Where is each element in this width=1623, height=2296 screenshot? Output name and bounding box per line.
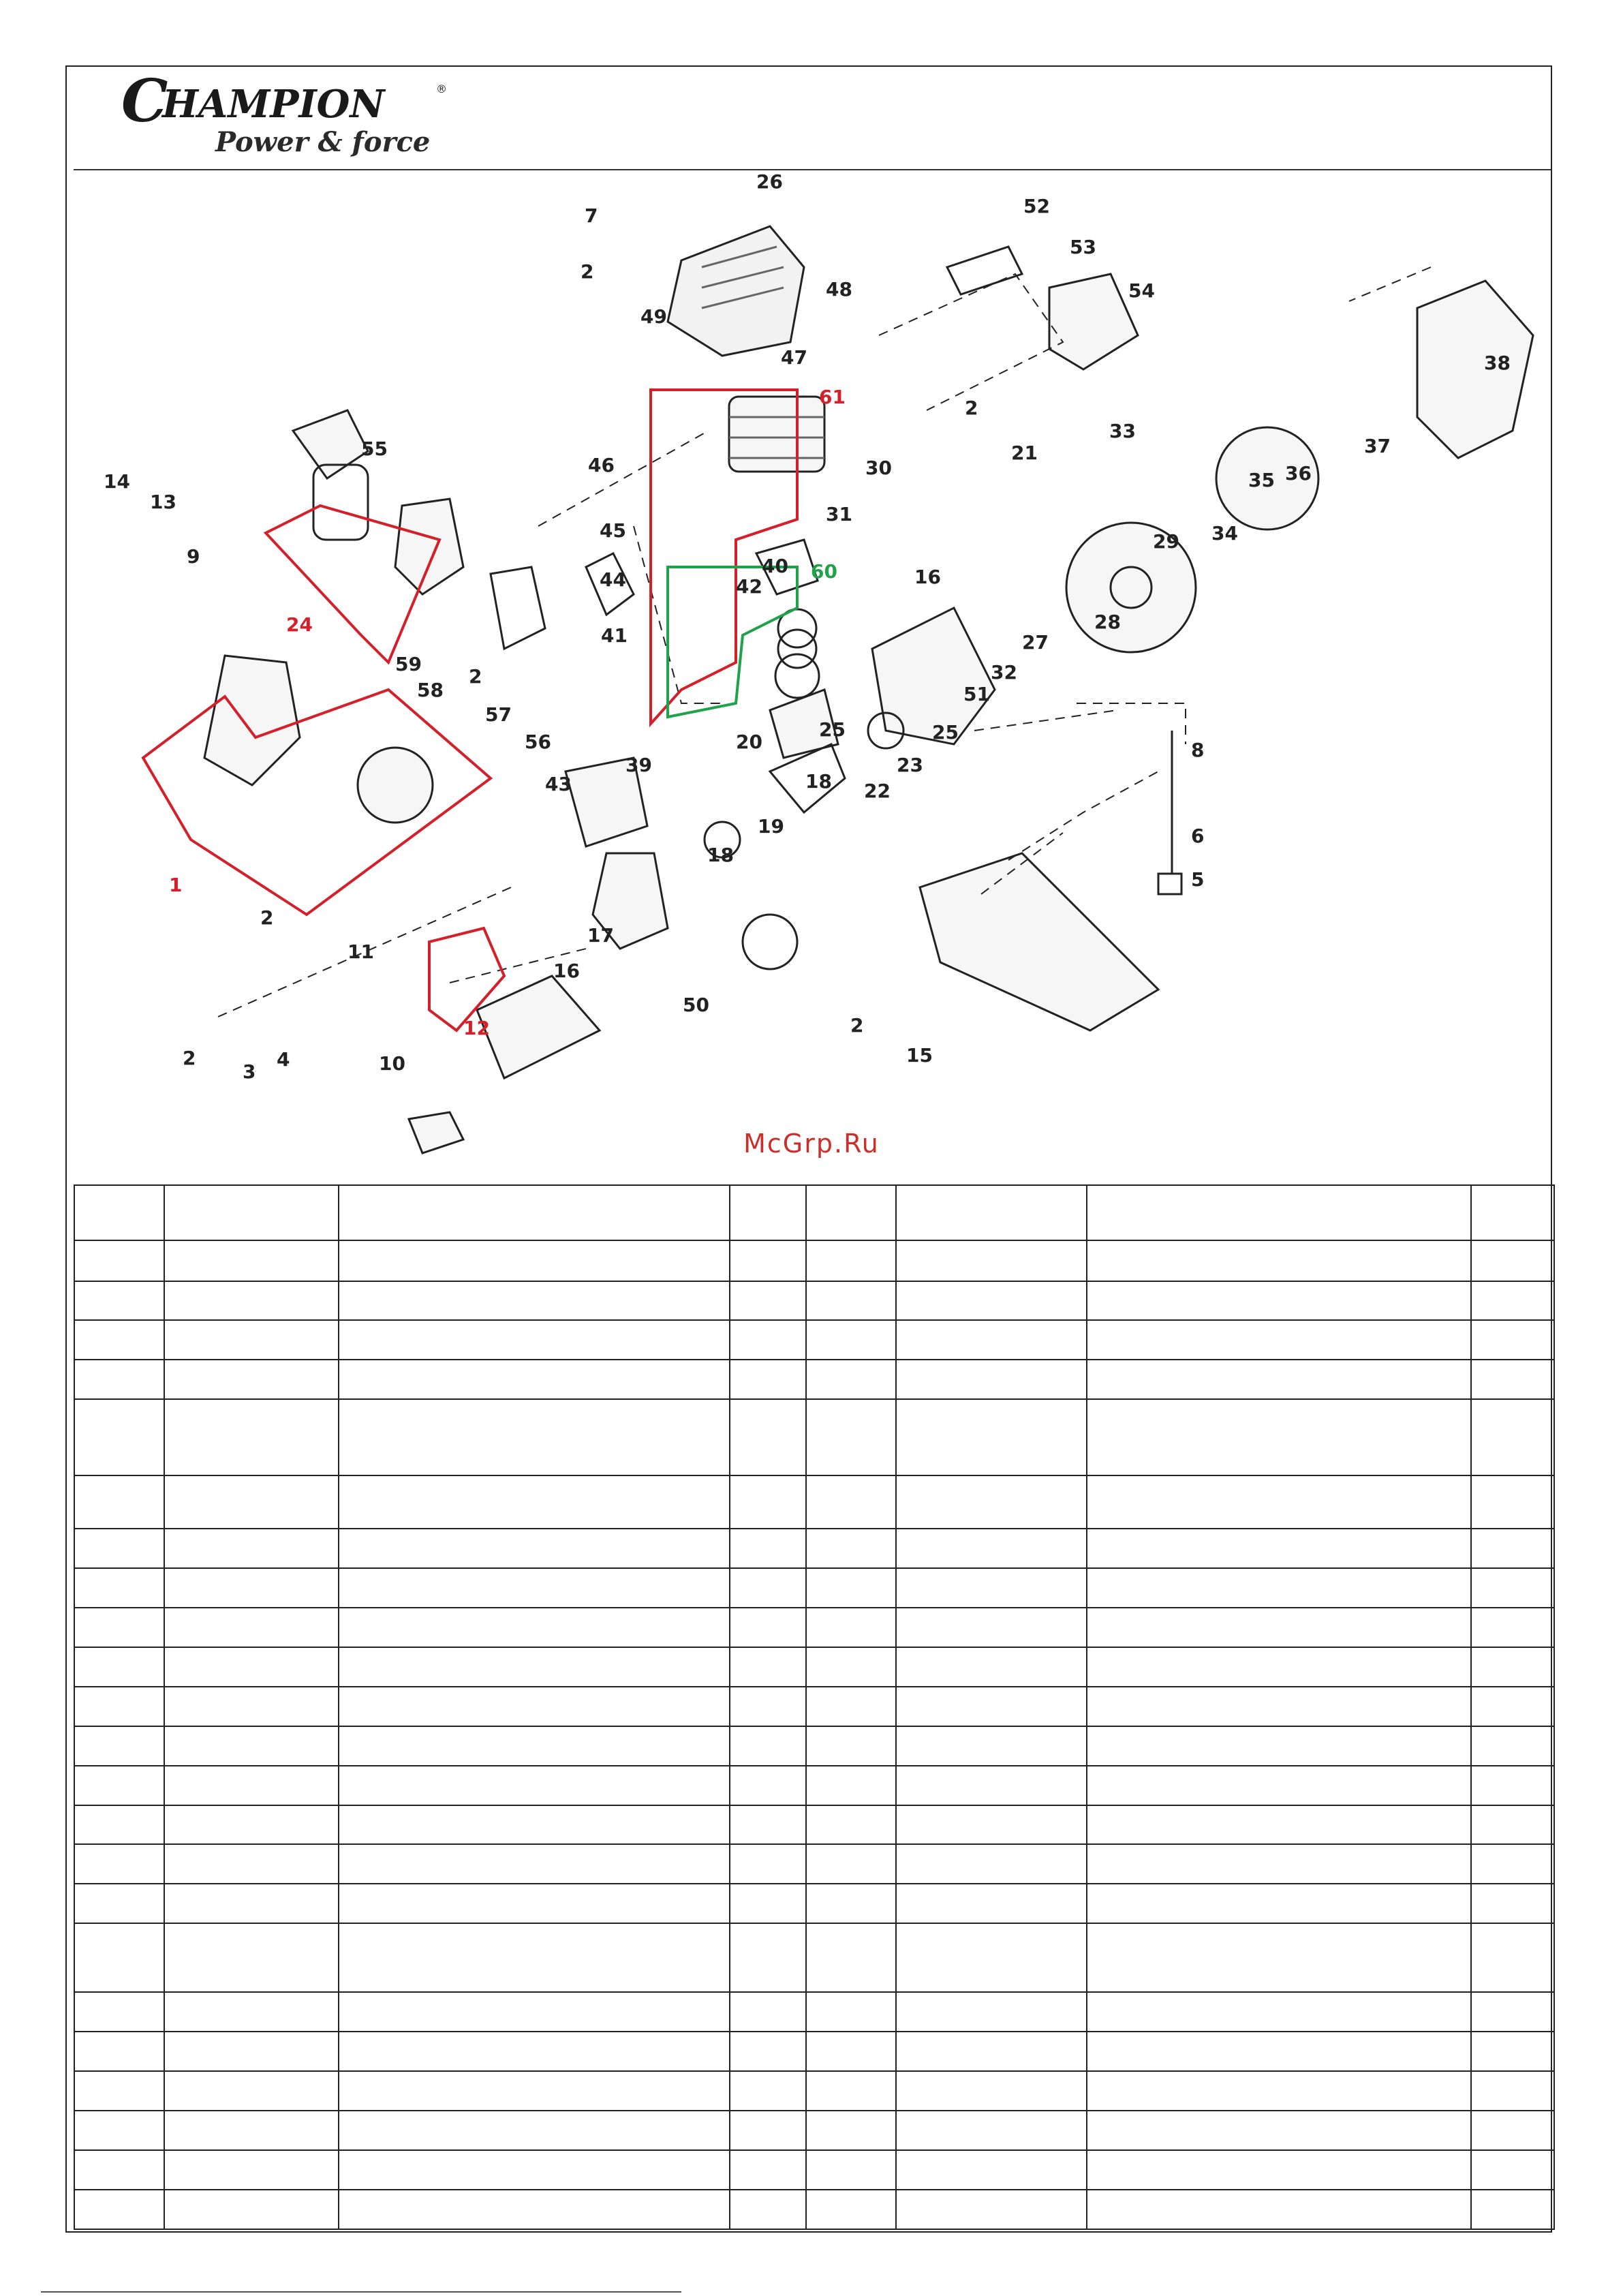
svg-text:31: 31 — [826, 503, 852, 525]
svg-text:3: 3 — [243, 1060, 256, 1083]
table-cell — [164, 2111, 339, 2150]
svg-text:40: 40 — [762, 555, 788, 577]
table-row — [74, 1687, 1554, 1726]
table-cell — [74, 2032, 164, 2071]
table-cell — [896, 1726, 1087, 1766]
svg-text:19: 19 — [758, 815, 784, 838]
svg-text:11: 11 — [347, 940, 374, 963]
table-cell — [896, 1992, 1087, 2032]
table-cell — [74, 1360, 164, 1399]
svg-text:8: 8 — [1191, 739, 1205, 761]
table-row — [74, 1568, 1554, 1608]
svg-text:60: 60 — [811, 560, 837, 583]
table-cell — [806, 1281, 896, 1321]
svg-text:2: 2 — [850, 1014, 864, 1037]
table-cell — [164, 1360, 339, 1399]
table-cell — [1087, 1320, 1471, 1360]
table-cell — [730, 1647, 806, 1687]
table-cell — [806, 1844, 896, 1884]
table-cell — [339, 2032, 730, 2071]
table-cell — [1471, 1992, 1554, 2032]
table-cell — [339, 1529, 730, 1568]
svg-text:®: ® — [436, 82, 447, 95]
table-cell — [896, 2032, 1087, 2071]
table-cell — [1087, 1185, 1471, 1240]
table-cell — [164, 1726, 339, 1766]
table-row — [74, 2150, 1554, 2190]
table-cell — [1087, 1884, 1471, 1923]
table-cell — [806, 1399, 896, 1475]
table-cell — [1087, 1647, 1471, 1687]
table-row — [74, 1529, 1554, 1568]
table-cell — [74, 1185, 164, 1240]
table-cell — [730, 1608, 806, 1647]
table-cell — [806, 1884, 896, 1923]
svg-text:41: 41 — [601, 624, 628, 647]
svg-text:Power & force: Power & force — [215, 126, 431, 158]
svg-text:2: 2 — [965, 397, 978, 419]
table-cell — [164, 1185, 339, 1240]
table-cell — [1471, 1844, 1554, 1884]
svg-text:10: 10 — [379, 1052, 405, 1075]
table-cell — [730, 2071, 806, 2111]
svg-text:39: 39 — [625, 754, 652, 776]
table-cell — [806, 1608, 896, 1647]
svg-text:37: 37 — [1364, 435, 1391, 457]
table-row — [74, 1884, 1554, 1923]
table-cell — [1471, 1360, 1554, 1399]
table-cell — [730, 1884, 806, 1923]
table-cell — [1471, 1240, 1554, 1281]
table-cell — [806, 2150, 896, 2190]
table-cell — [164, 2071, 339, 2111]
table-cell — [896, 1647, 1087, 1687]
table-cell — [74, 1240, 164, 1281]
table-cell — [164, 1568, 339, 1608]
table-cell — [339, 1844, 730, 1884]
svg-text:47: 47 — [781, 346, 807, 369]
svg-text:2: 2 — [183, 1047, 196, 1069]
table-cell — [896, 1923, 1087, 1992]
table-cell — [339, 2111, 730, 2150]
svg-text:4: 4 — [277, 1048, 290, 1071]
svg-text:55: 55 — [361, 438, 388, 460]
table-cell — [730, 1992, 806, 2032]
table-cell — [1087, 1687, 1471, 1726]
watermark: McGrp.Ru — [743, 1129, 880, 1159]
table-cell — [339, 1687, 730, 1726]
table-cell — [730, 1726, 806, 1766]
svg-text:61: 61 — [819, 386, 846, 408]
table-cell — [806, 1923, 896, 1992]
table-cell — [339, 1399, 730, 1475]
table-cell — [74, 1475, 164, 1529]
table-cell — [74, 1844, 164, 1884]
svg-text:25: 25 — [819, 718, 846, 741]
table-cell — [164, 1320, 339, 1360]
table-cell — [896, 1399, 1087, 1475]
table-cell — [730, 1240, 806, 1281]
table-cell — [339, 1884, 730, 1923]
svg-text:HAMPION: HAMPION — [162, 82, 385, 127]
table-cell — [1087, 2111, 1471, 2150]
table-cell — [164, 2150, 339, 2190]
table-cell — [1471, 2071, 1554, 2111]
table-row — [74, 1805, 1554, 1845]
svg-text:32: 32 — [991, 661, 1017, 684]
table-cell — [730, 1475, 806, 1529]
table-cell — [896, 1608, 1087, 1647]
table-cell — [806, 2111, 896, 2150]
table-cell — [1087, 1281, 1471, 1321]
table-cell — [730, 1360, 806, 1399]
table-cell — [74, 1568, 164, 1608]
svg-text:12: 12 — [463, 1017, 490, 1039]
table-cell — [164, 1281, 339, 1321]
table-cell — [730, 1320, 806, 1360]
table-row — [74, 1992, 1554, 2032]
table-row — [74, 2032, 1554, 2071]
table-cell — [806, 1992, 896, 2032]
table-cell — [806, 1805, 896, 1845]
table-cell — [164, 1687, 339, 1726]
table-cell — [730, 1923, 806, 1992]
parts-table — [74, 1184, 1555, 2230]
table-cell — [896, 1568, 1087, 1608]
table-cell — [806, 2190, 896, 2229]
svg-text:28: 28 — [1094, 611, 1121, 633]
table-cell — [339, 1281, 730, 1321]
svg-text:35: 35 — [1248, 469, 1275, 491]
table-cell — [339, 1608, 730, 1647]
table-cell — [730, 1844, 806, 1884]
table-cell — [74, 1608, 164, 1647]
svg-text:50: 50 — [683, 994, 709, 1016]
table-row — [74, 1360, 1554, 1399]
svg-text:49: 49 — [640, 305, 667, 328]
svg-text:14: 14 — [104, 470, 130, 493]
table-cell — [164, 1240, 339, 1281]
svg-text:17: 17 — [587, 924, 614, 947]
table-cell — [1471, 1185, 1554, 1240]
table-cell — [1087, 2150, 1471, 2190]
table-row — [74, 1399, 1554, 1475]
table-cell — [896, 2111, 1087, 2150]
table-cell — [339, 2190, 730, 2229]
table-cell — [1087, 1805, 1471, 1845]
table-cell — [896, 1687, 1087, 1726]
table-cell — [339, 1992, 730, 2032]
table-cell — [74, 1884, 164, 1923]
svg-text:23: 23 — [897, 754, 923, 776]
table-cell — [164, 1766, 339, 1805]
table-cell — [74, 2150, 164, 2190]
table-row — [74, 2111, 1554, 2150]
table-cell — [339, 2150, 730, 2190]
table-cell — [896, 2150, 1087, 2190]
table-cell — [164, 1844, 339, 1884]
table-cell — [74, 2190, 164, 2229]
table-row — [74, 1475, 1554, 1529]
table-cell — [806, 1240, 896, 1281]
table-cell — [1471, 1766, 1554, 1805]
table-cell — [74, 1805, 164, 1845]
table-cell — [1471, 1687, 1554, 1726]
svg-text:7: 7 — [585, 204, 598, 227]
svg-text:30: 30 — [865, 457, 892, 479]
table-cell — [1471, 1281, 1554, 1321]
table-cell — [1087, 1923, 1471, 1992]
table-cell — [74, 1647, 164, 1687]
table-row — [74, 1726, 1554, 1766]
table-cell — [806, 1529, 896, 1568]
table-row — [74, 1185, 1554, 1240]
table-cell — [730, 1185, 806, 1240]
svg-text:16: 16 — [553, 960, 580, 982]
table-cell — [164, 2190, 339, 2229]
header-rule — [74, 169, 1551, 170]
table-cell — [1471, 2190, 1554, 2229]
svg-text:48: 48 — [826, 278, 852, 301]
table-cell — [1087, 1240, 1471, 1281]
table-cell — [896, 1766, 1087, 1805]
table-cell — [730, 2190, 806, 2229]
svg-text:56: 56 — [525, 731, 551, 753]
table-cell — [164, 1647, 339, 1687]
table-row — [74, 1320, 1554, 1360]
table-cell — [730, 1281, 806, 1321]
svg-text:54: 54 — [1128, 279, 1155, 302]
svg-text:18: 18 — [707, 844, 734, 866]
table-cell — [74, 1923, 164, 1992]
table-cell — [164, 1475, 339, 1529]
table-cell — [896, 2190, 1087, 2229]
table-cell — [164, 1529, 339, 1568]
svg-text:2: 2 — [581, 260, 594, 283]
svg-text:42: 42 — [736, 575, 762, 598]
table-cell — [1471, 2111, 1554, 2150]
table-cell — [339, 1185, 730, 1240]
table-row — [74, 1281, 1554, 1321]
svg-text:36: 36 — [1285, 462, 1312, 485]
table-cell — [730, 1529, 806, 1568]
table-cell — [74, 2111, 164, 2150]
svg-text:27: 27 — [1022, 631, 1049, 654]
table-cell — [339, 1360, 730, 1399]
svg-text:43: 43 — [545, 773, 572, 795]
svg-text:58: 58 — [417, 679, 444, 701]
table-cell — [730, 2032, 806, 2071]
table-cell — [1087, 1726, 1471, 1766]
table-cell — [1471, 1475, 1554, 1529]
champion-logo — [121, 68, 448, 164]
svg-text:22: 22 — [864, 780, 891, 802]
table-cell — [339, 1240, 730, 1281]
table-cell — [1087, 2190, 1471, 2229]
table-cell — [1471, 1320, 1554, 1360]
svg-text:51: 51 — [963, 683, 990, 705]
table-cell — [1087, 1844, 1471, 1884]
table-cell — [806, 2071, 896, 2111]
table-cell — [1471, 1805, 1554, 1845]
table-cell — [339, 1766, 730, 1805]
table-cell — [1087, 1568, 1471, 1608]
table-cell — [164, 1884, 339, 1923]
table-cell — [1087, 1992, 1471, 2032]
table-cell — [1471, 1647, 1554, 1687]
table-cell — [74, 1320, 164, 1360]
table-cell — [806, 1475, 896, 1529]
table-cell — [896, 1360, 1087, 1399]
table-row — [74, 1240, 1554, 1281]
table-cell — [1471, 2032, 1554, 2071]
table-cell — [1087, 1475, 1471, 1529]
table-cell — [339, 1475, 730, 1529]
table-cell — [896, 1185, 1087, 1240]
table-cell — [896, 1281, 1087, 1321]
table-cell — [1087, 1608, 1471, 1647]
table-cell — [806, 1568, 896, 1608]
table-cell — [806, 1320, 896, 1360]
svg-text:13: 13 — [150, 491, 176, 513]
table-cell — [1471, 1923, 1554, 1992]
svg-text:2: 2 — [260, 906, 274, 929]
table-cell — [730, 1687, 806, 1726]
table-cell — [730, 2150, 806, 2190]
svg-text:45: 45 — [600, 519, 626, 542]
table-cell — [806, 1687, 896, 1726]
table-cell — [1471, 1568, 1554, 1608]
table-cell — [1471, 1399, 1554, 1475]
table-cell — [730, 1399, 806, 1475]
table-cell — [806, 1185, 896, 1240]
svg-text:15: 15 — [906, 1044, 933, 1067]
svg-text:2: 2 — [469, 665, 482, 688]
exploded-parts-diagram — [68, 172, 1554, 1180]
table-cell — [74, 2071, 164, 2111]
table-cell — [339, 1568, 730, 1608]
table-row — [74, 1647, 1554, 1687]
table-cell — [896, 1240, 1087, 1281]
table-cell — [1087, 2032, 1471, 2071]
table-cell — [896, 1805, 1087, 1845]
svg-text:59: 59 — [395, 653, 422, 675]
table-cell — [806, 1647, 896, 1687]
table-cell — [730, 1568, 806, 1608]
svg-text:21: 21 — [1011, 442, 1038, 464]
table-row — [74, 1608, 1554, 1647]
table-cell — [1087, 1399, 1471, 1475]
table-cell — [339, 1647, 730, 1687]
svg-text:44: 44 — [600, 568, 626, 591]
table-cell — [730, 2111, 806, 2150]
table-cell — [74, 1281, 164, 1321]
svg-text:C: C — [121, 68, 168, 136]
table-cell — [339, 1923, 730, 1992]
table-cell — [896, 2071, 1087, 2111]
table-cell — [806, 2032, 896, 2071]
table-cell — [74, 1529, 164, 1568]
svg-text:18: 18 — [805, 770, 832, 793]
table-cell — [1471, 2150, 1554, 2190]
table-cell — [164, 1399, 339, 1475]
table-cell — [74, 1766, 164, 1805]
svg-text:9: 9 — [187, 545, 200, 568]
svg-text:46: 46 — [588, 454, 615, 476]
table-cell — [896, 1475, 1087, 1529]
svg-text:52: 52 — [1023, 195, 1050, 217]
table-cell — [1087, 1766, 1471, 1805]
table-cell — [164, 1805, 339, 1845]
table-cell — [896, 1529, 1087, 1568]
svg-text:5: 5 — [1191, 868, 1205, 891]
table-cell — [806, 1726, 896, 1766]
svg-text:29: 29 — [1153, 530, 1179, 553]
table-cell — [730, 1766, 806, 1805]
table-cell — [164, 1608, 339, 1647]
table-cell — [730, 1805, 806, 1845]
table-cell — [339, 1726, 730, 1766]
table-cell — [1087, 2071, 1471, 2111]
table-row — [74, 2071, 1554, 2111]
table-cell — [164, 2032, 339, 2071]
table-cell — [896, 1884, 1087, 1923]
table-cell — [896, 1320, 1087, 1360]
table-cell — [339, 1320, 730, 1360]
table-cell — [1471, 1726, 1554, 1766]
table-cell — [339, 2071, 730, 2111]
svg-text:16: 16 — [914, 566, 941, 588]
svg-text:6: 6 — [1191, 825, 1205, 847]
table-cell — [1087, 1529, 1471, 1568]
svg-text:53: 53 — [1070, 236, 1096, 258]
table-cell — [1087, 1360, 1471, 1399]
svg-text:38: 38 — [1484, 352, 1511, 374]
table-cell — [1471, 1608, 1554, 1647]
table-cell — [74, 1992, 164, 2032]
table-cell — [74, 1726, 164, 1766]
svg-text:26: 26 — [756, 172, 783, 193]
table-row — [74, 2190, 1554, 2229]
table-cell — [74, 1687, 164, 1726]
svg-text:20: 20 — [736, 731, 762, 753]
table-row — [74, 1766, 1554, 1805]
table-cell — [806, 1766, 896, 1805]
table-cell — [1471, 1884, 1554, 1923]
table-row — [74, 1923, 1554, 1992]
table-cell — [806, 1360, 896, 1399]
svg-text:25: 25 — [932, 721, 959, 744]
svg-text:24: 24 — [286, 613, 313, 636]
table-cell — [164, 1923, 339, 1992]
svg-text:57: 57 — [485, 703, 512, 726]
table-cell — [74, 1399, 164, 1475]
svg-text:1: 1 — [169, 874, 183, 896]
footer-rule — [41, 2291, 681, 2293]
svg-text:34: 34 — [1211, 522, 1238, 545]
table-cell — [164, 1992, 339, 2032]
table-cell — [896, 1844, 1087, 1884]
table-cell — [339, 1805, 730, 1845]
svg-text:33: 33 — [1109, 420, 1136, 442]
table-row — [74, 1844, 1554, 1884]
table-cell — [1471, 1529, 1554, 1568]
